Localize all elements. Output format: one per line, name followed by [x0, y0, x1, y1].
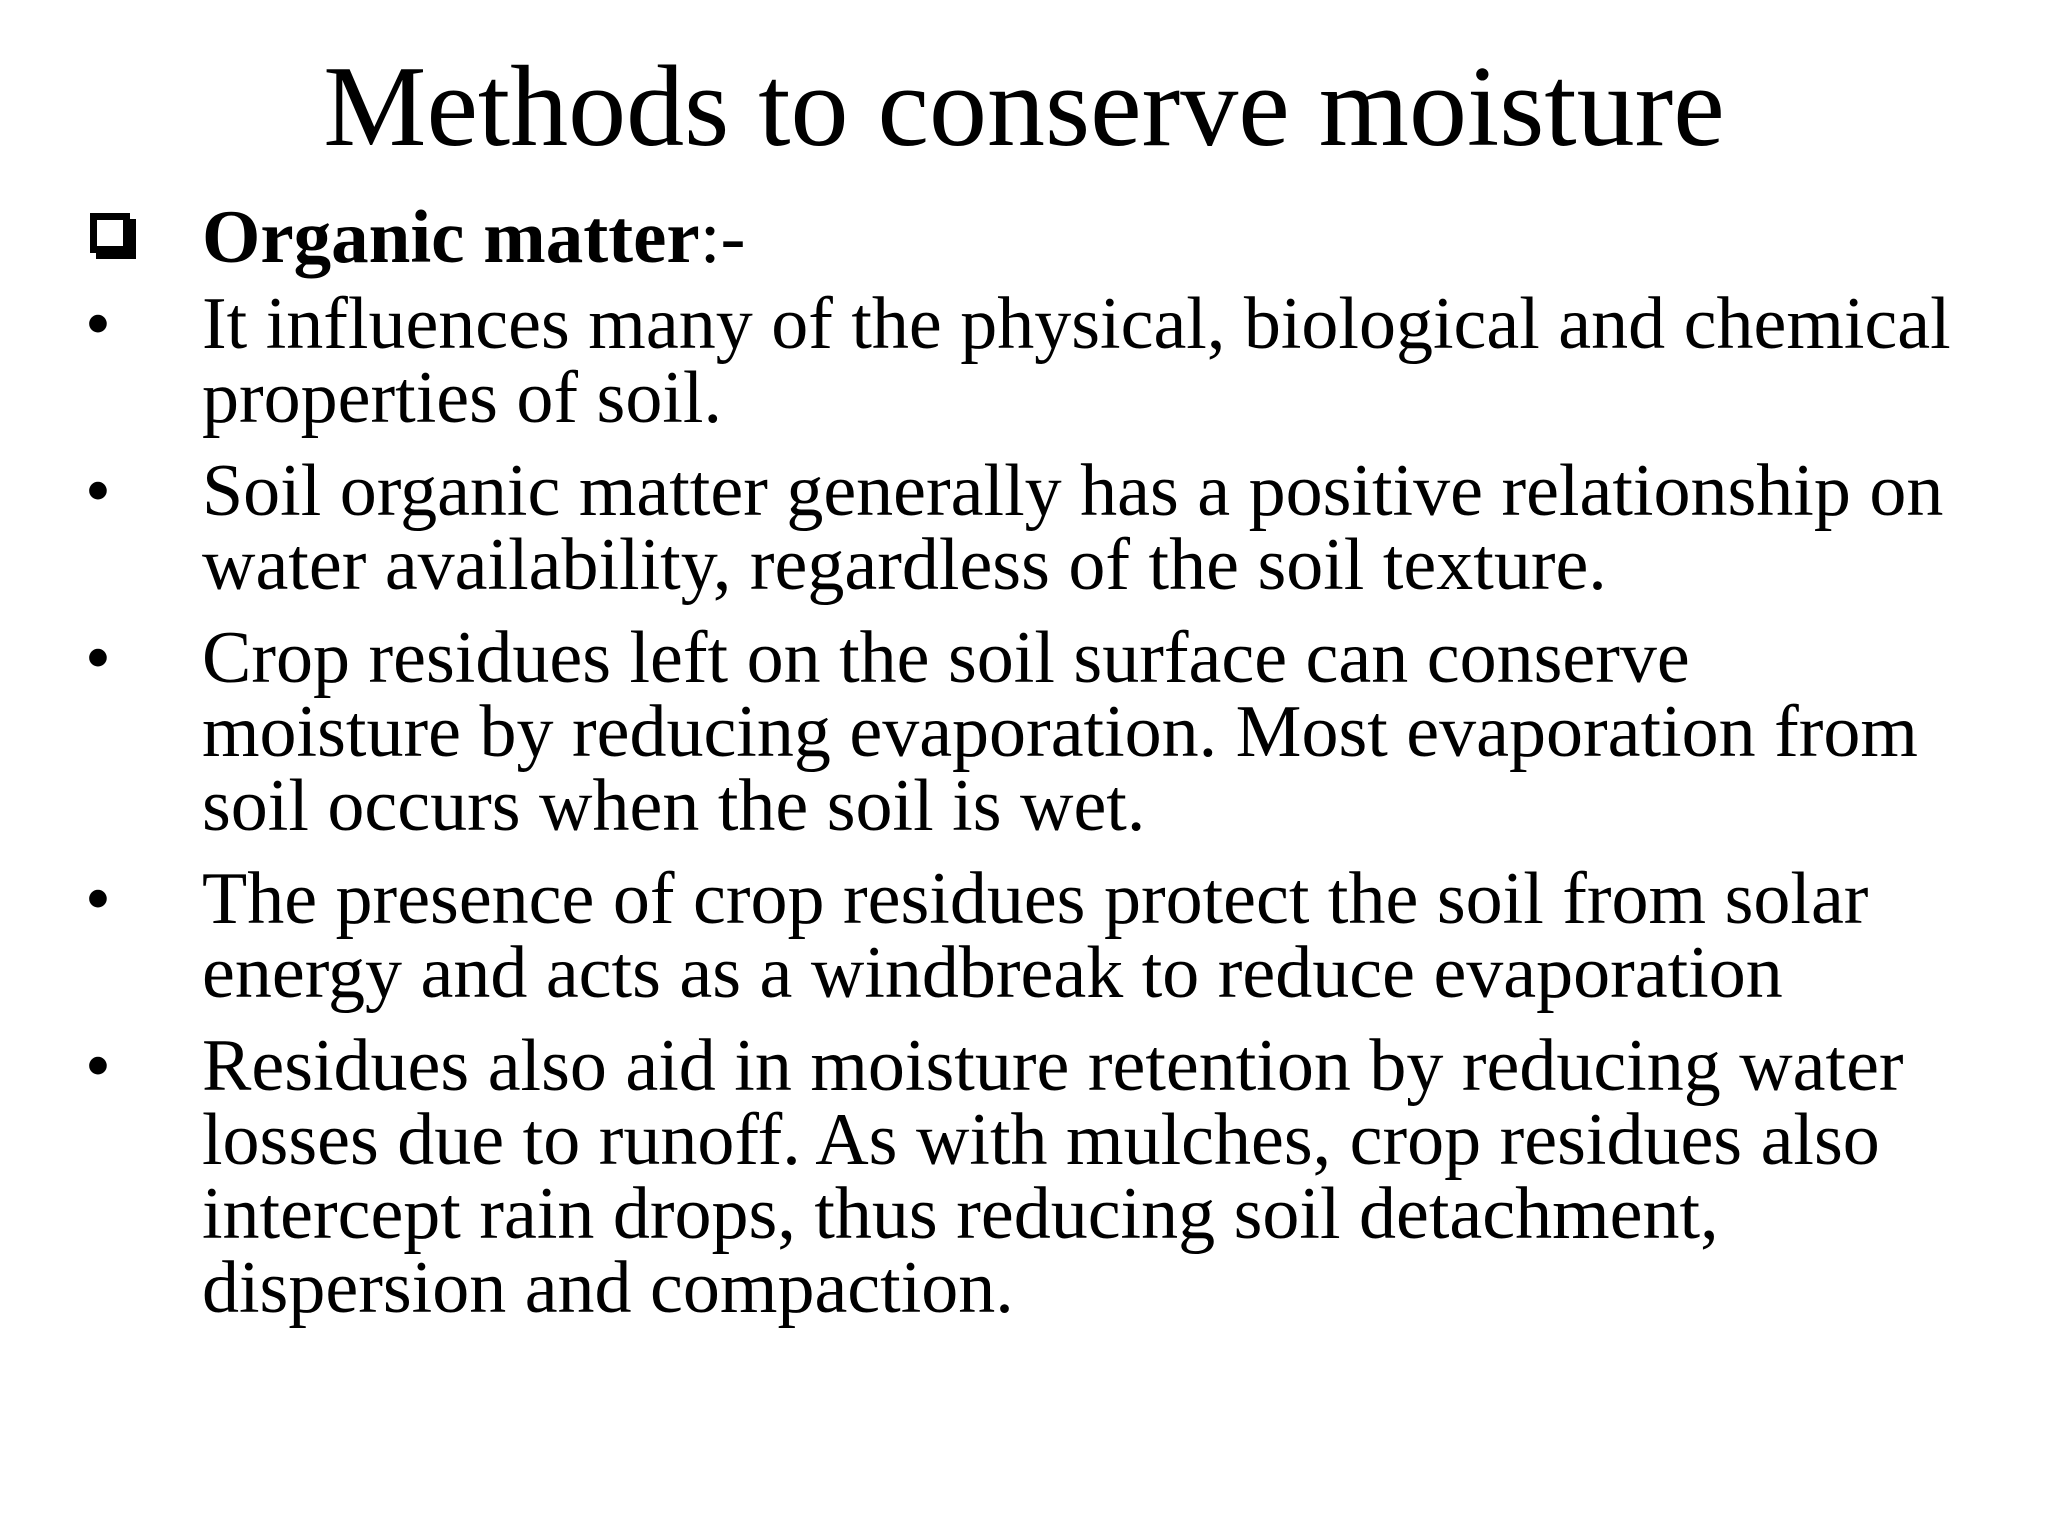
bullet-line: Residues also aid in moisture retention by reducing water — [202, 1025, 1904, 1107]
bullet-line: The presence of crop residues protect the soil from solar — [202, 858, 1869, 940]
checkbox-bullet-icon — [90, 213, 130, 253]
bullet-item — [78, 450, 2038, 606]
bullet-line: energy and acts as a windbreak to reduce evaporation — [202, 932, 1783, 1014]
bullet-line: dispersion and compaction. — [202, 1247, 1014, 1329]
bullet-line: water availability, regardless of the soil texture. — [202, 524, 1607, 606]
bullet-list — [78, 283, 2038, 1344]
section-heading-suffix: :- — [699, 196, 746, 279]
bullet-line: properties of soil. — [202, 357, 722, 439]
bullet-line: Crop residues left on the soil surface can conserve — [202, 617, 1690, 699]
bullet-line: losses due to runoff. As with mulches, crop residues also — [202, 1099, 1880, 1181]
bullet-item — [78, 858, 2038, 1014]
bullet-item — [78, 1025, 2038, 1329]
bullet-item — [78, 617, 2038, 847]
bullet-item — [78, 283, 2038, 439]
bullet-line: It influences many of the physical, biological and chemical — [202, 283, 1951, 365]
bullet-dot-icon: • — [85, 617, 111, 699]
bullet-dot-icon: • — [85, 1025, 111, 1107]
slide-title: Methods to conserve moisture — [323, 43, 1725, 171]
bullet-dot-icon: • — [85, 450, 111, 532]
bullet-line: Soil organic matter generally has a positive relationship on — [202, 450, 1944, 532]
bullet-line: intercept rain drops, thus reducing soil detachment, — [202, 1173, 1719, 1255]
bullet-line: soil occurs when the soil is wet. — [202, 765, 1146, 847]
bullet-dot-icon: • — [85, 858, 111, 940]
bullet-dot-icon: • — [85, 283, 111, 365]
section-heading-text — [202, 196, 746, 280]
bullet-line: moisture by reducing evaporation. Most evaporation from — [202, 691, 1918, 773]
section-heading-label: Organic matter — [202, 196, 700, 279]
